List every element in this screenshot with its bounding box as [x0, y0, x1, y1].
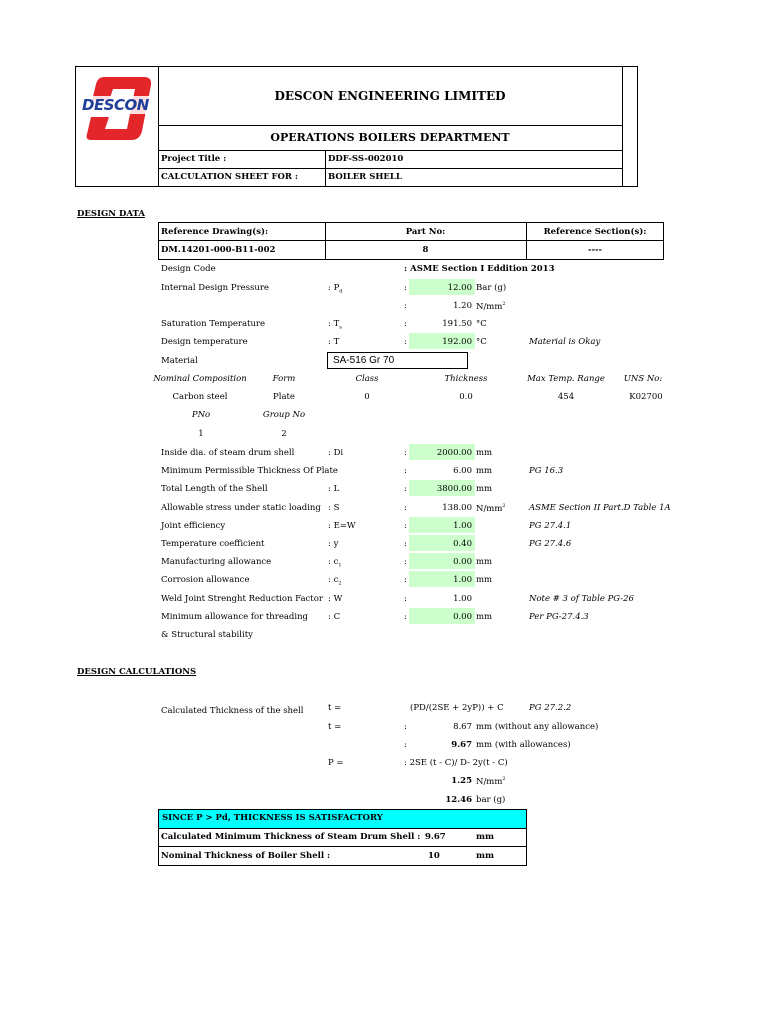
param-symbol: : L [328, 484, 340, 494]
pressure-bar-value: 12.00 [447, 283, 472, 293]
param-value: 1.00 [453, 575, 472, 585]
param-note: Note # 3 of Table PG-26 [529, 594, 634, 604]
design-temp-unit: °C [476, 337, 487, 347]
t-value-with-allowance-unit: mm (with allowances) [476, 740, 571, 750]
param-note: PG 27.4.6 [529, 539, 572, 549]
param-colon: : [404, 612, 407, 622]
param-label: Joint efficiency [161, 521, 226, 531]
comp-header-uns: UNS No: [623, 374, 663, 384]
comp-header-form: Form [272, 374, 296, 384]
formula-thickness-ref: PG 27.2.2 [529, 703, 572, 713]
pno-header: PNo [191, 410, 211, 420]
comp-header-class: Class [355, 374, 379, 384]
pressure-bar-unit: Bar (g) [476, 283, 507, 293]
design-calc-heading: DESIGN CALCULATIONS [77, 667, 197, 677]
param-label: Manufacturing allowance [161, 557, 272, 567]
design-temp-label: Design temperature [161, 337, 248, 347]
formula-pressure: : 2SE (t - C)/ D- 2y(t - C) [404, 758, 508, 768]
comp-header-max-temp: Max Temp. Range [527, 374, 605, 384]
company-name: DESCON ENGINEERING LIMITED [274, 89, 506, 103]
min-thickness-value: 9.67 [425, 832, 446, 842]
result-rule-1 [158, 828, 527, 829]
param-value: 1.00 [453, 594, 472, 604]
formula-thickness: (PD/(2SE + 2yP)) + C [410, 703, 504, 713]
p-value-bar: 12.46 [445, 795, 472, 805]
param-unit: mm [476, 575, 493, 585]
param-label: Temperature coefficient [161, 539, 265, 549]
design-temp-value: 192.00 [442, 337, 472, 347]
department-name: OPERATIONS BOILERS DEPARTMENT [270, 131, 510, 144]
calc-thickness-label: Calculated Thickness of the shell [161, 706, 304, 716]
header-col-divider [325, 150, 326, 187]
param-value: 3800.00 [436, 484, 472, 494]
result-banner: SINCE P > Pd, THICKNESS IS SATISFACTORY [162, 813, 383, 823]
pressure-nmm-value: 1.20 [453, 301, 472, 311]
project-title-value: DDF-SS-002010 [328, 154, 404, 164]
param-unit: mm [476, 484, 493, 494]
ref-drawing-header: Reference Drawing(s): [161, 227, 269, 237]
group-no-header: Group No [262, 410, 306, 420]
group-no-value: 2 [281, 429, 287, 439]
nominal-thickness-unit: mm [476, 851, 494, 861]
param-unit: mm [476, 612, 493, 622]
t-val1-colon: : [404, 722, 407, 732]
part-no-value: 8 [422, 245, 429, 255]
nominal-thickness-value: 10 [428, 851, 440, 861]
param-label: Allowable stress under static loading [161, 503, 321, 513]
t-value-no-allowance-unit: mm (without any allowance) [476, 722, 599, 732]
header-divider-right [622, 66, 623, 187]
ref-section-header: Reference Section(s): [543, 227, 647, 237]
nominal-thickness-label: Nominal Thickness of Boiler Shell : [161, 851, 331, 861]
param-symbol: : S [328, 503, 340, 513]
param-colon: : [404, 539, 407, 549]
comp-header-composition: Nominal Composition [153, 374, 247, 384]
header-rule-3 [158, 168, 622, 169]
param-value: 138.00 [442, 503, 472, 513]
pressure-nmm-colon: : [404, 301, 407, 311]
param-colon: : [404, 466, 407, 476]
sat-temp-label: Saturation Temperature [161, 319, 266, 329]
t-val2-colon: : [404, 740, 407, 750]
min-thickness-label: Calculated Minimum Thickness of Steam Drum Shell : [161, 832, 421, 842]
param-symbol: : E=W [328, 521, 356, 531]
param-label: Weld Joint Strenght Reduction Factor [161, 594, 323, 604]
design-code-label: Design Code [161, 264, 216, 274]
comp-value-form: Plate [273, 392, 295, 402]
param-colon: : [404, 484, 407, 494]
comp-header-thickness: Thickness [444, 374, 488, 384]
design-data-heading: DESIGN DATA [77, 209, 145, 219]
param-label: Inside dia. of steam drum shell [161, 448, 295, 458]
logo-text: DESCON [82, 96, 149, 114]
descon-logo [82, 74, 154, 144]
part-no-header: Part No: [405, 227, 446, 237]
header-rule-1 [158, 125, 622, 126]
comp-value-composition: Carbon steel [172, 392, 228, 402]
ref-drawing-value: DM.14201-000-B11-002 [161, 245, 276, 255]
param-value: 1.00 [453, 521, 472, 531]
sat-temp-colon: : [404, 319, 407, 329]
param-value: 0.00 [453, 612, 472, 622]
design-temp-colon: : [404, 337, 407, 347]
min-thickness-unit: mm [476, 832, 494, 842]
param-symbol: : W [328, 594, 343, 604]
pressure-symbol: : $P_d$ [328, 283, 343, 295]
param-label: Total Length of the Shell [161, 484, 268, 494]
param-colon: : [404, 448, 407, 458]
material-label: Material [161, 356, 198, 366]
calc-sheet-value: BOILER SHELL [328, 172, 402, 182]
comp-value-max-temp: 454 [557, 392, 575, 402]
param-note: ASME Section II Part.D Table 1A [529, 503, 671, 513]
param-value: 0.00 [453, 557, 472, 567]
p-equals: P = [328, 758, 344, 768]
param-unit: $N/mm^2$ [476, 503, 506, 514]
param-colon: : [404, 521, 407, 531]
calc-sheet-label: CALCULATION SHEET FOR : [161, 172, 299, 182]
param-colon: : [404, 594, 407, 604]
param-label: Minimum allowance for threading [161, 612, 308, 622]
param-unit: mm [476, 448, 493, 458]
param-colon: : [404, 575, 407, 585]
param-note: PG 16.3 [529, 466, 564, 476]
p-value-nmm-unit: $N/mm^2$ [476, 776, 506, 787]
param-colon: : [404, 503, 407, 513]
material-value: SA-516 Gr 70 [333, 355, 395, 366]
param-symbol: : C [328, 612, 341, 622]
param-unit: mm [476, 466, 493, 476]
param-value: 6.00 [453, 466, 472, 476]
param-symbol: : Di [328, 448, 344, 458]
p-value-bar-unit: bar (g) [476, 795, 506, 805]
sat-temp-unit: °C [476, 319, 487, 329]
comp-value-class: 0 [364, 392, 370, 402]
param-value: 2000.00 [436, 448, 472, 458]
pressure-colon: : [404, 283, 407, 293]
sat-temp-symbol: : $T_s$ [328, 319, 342, 331]
comp-value-thickness: 0.0 [459, 392, 473, 402]
result-rule-2 [158, 846, 527, 847]
param-note: Per PG-27.4.3 [529, 612, 589, 622]
param-symbol: : y [328, 539, 339, 549]
param-unit: mm [476, 557, 493, 567]
param-label: Minimum Permissible Thickness Of Plate [161, 466, 338, 476]
comp-value-uns: K02700 [629, 392, 663, 402]
header-rule-2 [158, 150, 622, 151]
pressure-label: Internal Design Pressure [161, 283, 269, 293]
param-value: 0.40 [453, 539, 472, 549]
p-value-nmm: 1.25 [451, 776, 472, 786]
design-code-value: : ASME Section I Eddition 2013 [404, 264, 555, 274]
pressure-nmm-unit: $N/mm^2$ [476, 301, 506, 312]
ref-section-value: ---- [587, 245, 603, 255]
sat-temp-value: 191.50 [442, 319, 472, 329]
design-temp-note: Material is Okay [529, 337, 601, 347]
project-title-label: Project Title : [161, 154, 227, 164]
structural-label: & Structural stability [161, 630, 253, 640]
t-value-with-allowance: 9.67 [451, 740, 472, 750]
t-value-no-allowance: 8.67 [453, 722, 472, 732]
param-label: Corrosion allowance [161, 575, 250, 585]
param-symbol: : $c_1$ [328, 557, 342, 569]
param-note: PG 27.4.1 [529, 521, 572, 531]
pno-value: 1 [198, 429, 204, 439]
param-colon: : [404, 557, 407, 567]
t-equals-2: t = [328, 722, 342, 732]
t-equals-1: t = [328, 703, 342, 713]
design-temp-symbol: : T [328, 337, 340, 347]
reference-table-rule [158, 240, 664, 241]
param-symbol: : $c_2$ [328, 575, 342, 587]
